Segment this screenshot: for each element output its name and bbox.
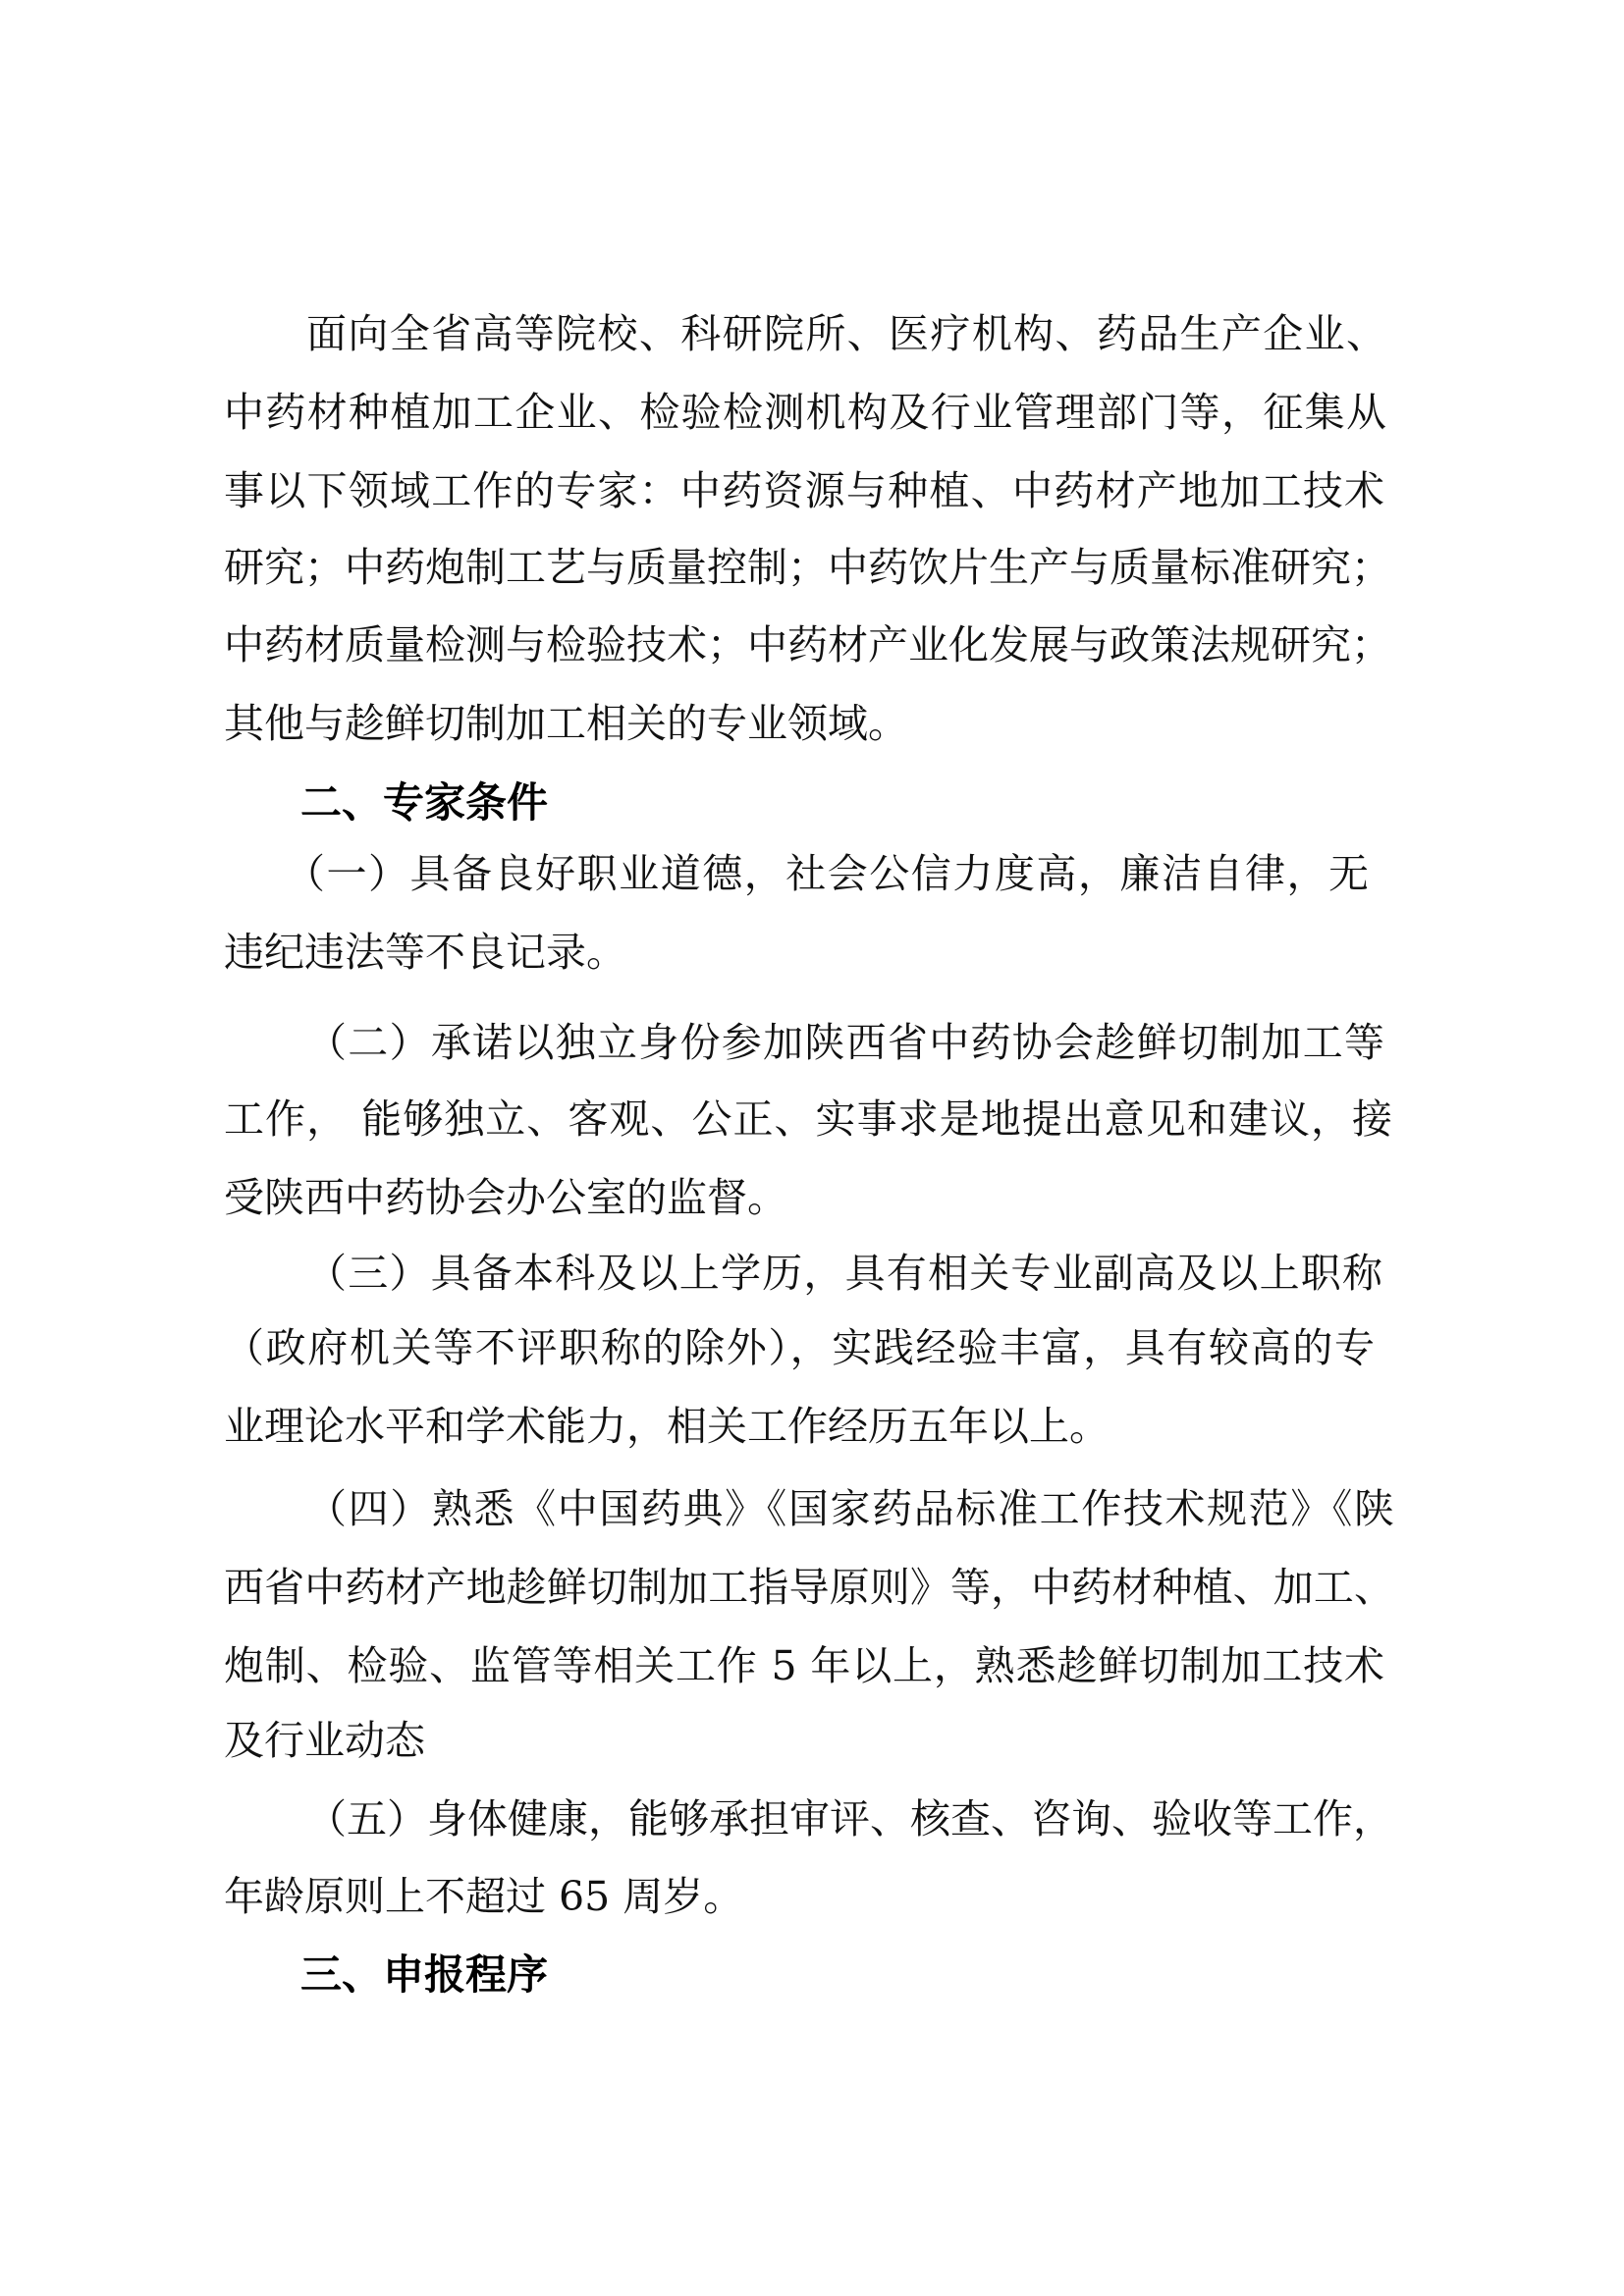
paragraph-line: 西省中药材产地趁鲜切制加工指导原则》等，中药材种植、加工、 bbox=[224, 1564, 1394, 1611]
paragraph-line: （四）熟悉《中国药典》《国家药品标准工作技术规范》《陕 bbox=[306, 1485, 1394, 1532]
paragraph-line: 炮制、检验、监管等相关工作 5 年以上，熟悉趁鲜切制加工技术 bbox=[224, 1642, 1384, 1689]
paragraph-line: 工作， 能够独立、客观、公正、实事求是地提出意见和建议，接 bbox=[224, 1095, 1392, 1143]
paragraph-line: 违纪违法等不良记录。 bbox=[224, 929, 626, 976]
paragraph-line: 中药材种植加工企业、检验检测机构及行业管理部门等，征集从 bbox=[224, 389, 1386, 436]
section-heading-expert-conditions: 二、专家条件 bbox=[300, 778, 549, 827]
paragraph-line: 业理论水平和学术能力，相关工作经历五年以上。 bbox=[224, 1403, 1110, 1450]
section-heading-application-procedure: 三、申报程序 bbox=[300, 1950, 549, 1999]
paragraph-line: 中药材质量检测与检验技术；中药材产业化发展与政策法规研究； bbox=[224, 621, 1391, 668]
paragraph-line: 面向全省高等院校、科研院所、医疗机构、药品生产企业、 bbox=[306, 310, 1386, 357]
paragraph-line: （五）身体健康，能够承担审评、核查、咨询、验收等工作， bbox=[306, 1795, 1393, 1842]
paragraph-line: （政府机关等不评职称的除外），实践经验丰富，具有较高的专 bbox=[224, 1324, 1375, 1371]
paragraph-line: 受陕西中药协会办公室的监督。 bbox=[224, 1174, 787, 1221]
paragraph-line: 事以下领域工作的专家：中药资源与种植、中药材产地加工技术 bbox=[224, 467, 1384, 514]
paragraph-line: 年龄原则上不超过 65 周岁。 bbox=[224, 1873, 744, 1920]
paragraph-line: （三）具备本科及以上学历，具有相关专业副高及以上职称 bbox=[306, 1250, 1382, 1297]
paragraph-line: 及行业动态 bbox=[224, 1717, 425, 1764]
paragraph-line: （一）具备良好职业道德，社会公信力度高，廉洁自律，无 bbox=[285, 850, 1369, 897]
paragraph-line: （二）承诺以独立身份参加陕西省中药协会趁鲜切制加工等 bbox=[306, 1019, 1384, 1066]
paragraph-line: 研究；中药炮制工艺与质量控制；中药饮片生产与质量标准研究； bbox=[224, 544, 1391, 591]
paragraph-line: 其他与趁鲜切制加工相关的专业领域。 bbox=[224, 700, 908, 747]
